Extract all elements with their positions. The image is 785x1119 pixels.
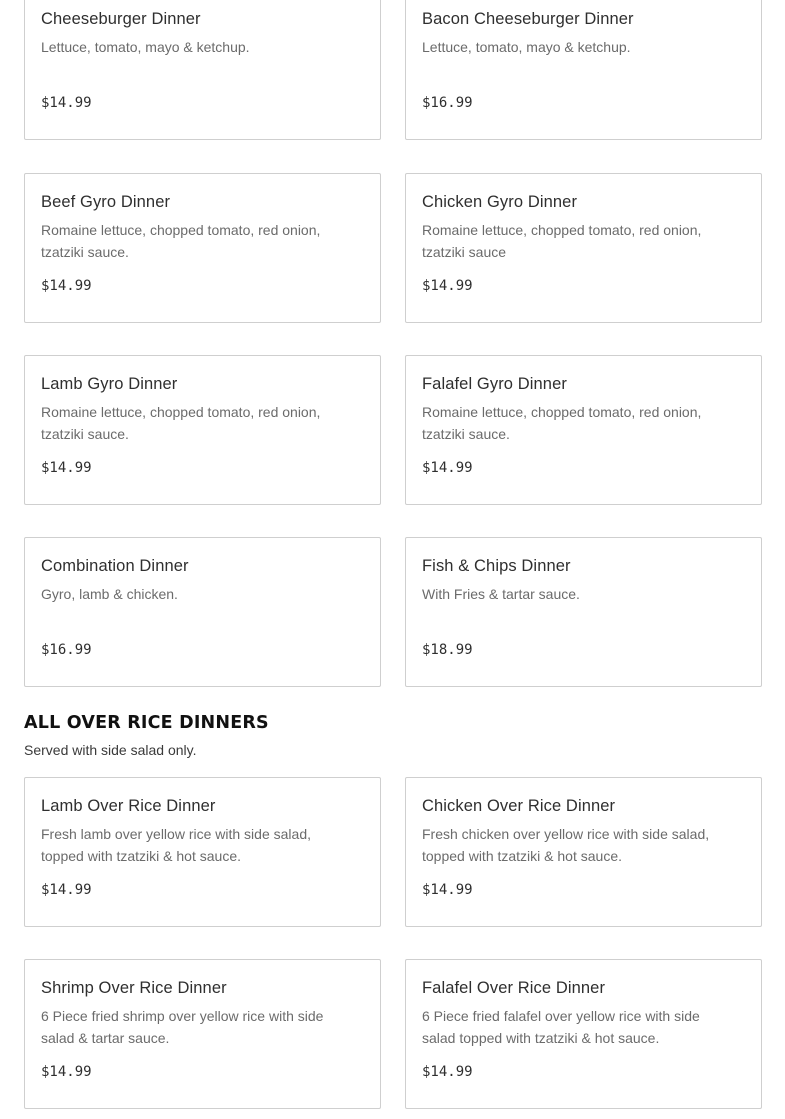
menu-item-description: Fresh lamb over yellow rice with side salad, topped with tzatziki & hot sauce. [41, 826, 311, 864]
menu-item-card[interactable] [24, 0, 381, 140]
menu-item-name: Cheeseburger Dinner [41, 10, 201, 28]
menu-item-name: Combination Dinner [41, 557, 189, 575]
menu-item-name: Lamb Over Rice Dinner [41, 797, 216, 815]
menu-item-card[interactable] [405, 173, 762, 323]
menu-item-card[interactable] [405, 0, 762, 140]
menu-item-description: Gyro, lamb & chicken. [41, 586, 178, 602]
menu-item-description: Lettuce, tomato, mayo & ketchup. [422, 39, 631, 55]
menu-item-card[interactable] [405, 537, 762, 687]
menu-item-name: Beef Gyro Dinner [41, 193, 171, 211]
menu-item-name: Shrimp Over Rice Dinner [41, 979, 227, 997]
menu-item-price: $16.99 [41, 642, 92, 658]
section-title: ALL OVER RICE DINNERS [24, 713, 269, 733]
menu-item-price: $14.99 [41, 1064, 92, 1080]
menu-item-price: $14.99 [422, 460, 473, 476]
menu-item-name: Falafel Over Rice Dinner [422, 979, 606, 997]
menu-item-name: Chicken Gyro Dinner [422, 193, 578, 211]
menu-item-description: Lettuce, tomato, mayo & ketchup. [41, 39, 250, 55]
menu-item-description: Romaine lettuce, chopped tomato, red onion, tzatziki sauce. [422, 404, 702, 442]
menu-item-price: $14.99 [41, 278, 92, 294]
section-subtitle: Served with side salad only. [24, 742, 197, 758]
menu-item-card[interactable] [24, 777, 381, 927]
menu-item-description: Romaine lettuce, chopped tomato, red onion, tzatziki sauce. [41, 222, 321, 260]
menu-item-price: $18.99 [422, 642, 473, 658]
menu-item-name: Falafel Gyro Dinner [422, 375, 567, 393]
menu-item-price: $14.99 [422, 278, 473, 294]
menu-item-card[interactable] [24, 959, 381, 1109]
menu-item-price: $14.99 [41, 460, 92, 476]
menu-item-description: 6 Piece fried falafel over yellow rice with side salad topped with tzatziki & hot sauce. [422, 1008, 700, 1046]
menu-item-description: Romaine lettuce, chopped tomato, red onion, tzatziki sauce [422, 222, 702, 260]
menu-item-card[interactable] [24, 355, 381, 505]
menu-item-card[interactable] [24, 537, 381, 687]
menu-item-card[interactable] [24, 173, 381, 323]
menu-item-name: Chicken Over Rice Dinner [422, 797, 616, 815]
menu-item-description: With Fries & tartar sauce. [422, 586, 580, 602]
menu-item-card[interactable] [405, 777, 762, 927]
menu-item-description: Romaine lettuce, chopped tomato, red onion, tzatziki sauce. [41, 404, 321, 442]
menu-item-card[interactable] [405, 355, 762, 505]
menu-item-price: $16.99 [422, 95, 473, 111]
menu-item-name: Bacon Cheeseburger Dinner [422, 10, 634, 28]
menu-item-name: Fish & Chips Dinner [422, 557, 571, 575]
menu-item-name: Lamb Gyro Dinner [41, 375, 178, 393]
menu-item-price: $14.99 [41, 882, 92, 898]
menu-item-description: Fresh chicken over yellow rice with side salad, topped with tzatziki & hot sauce. [422, 826, 710, 864]
menu-item-description: 6 Piece fried shrimp over yellow rice with side salad & tartar sauce. [41, 1008, 324, 1046]
menu-item-price: $14.99 [41, 95, 92, 111]
menu-item-price: $14.99 [422, 1064, 473, 1080]
menu-item-card[interactable] [405, 959, 762, 1109]
menu-item-price: $14.99 [422, 882, 473, 898]
